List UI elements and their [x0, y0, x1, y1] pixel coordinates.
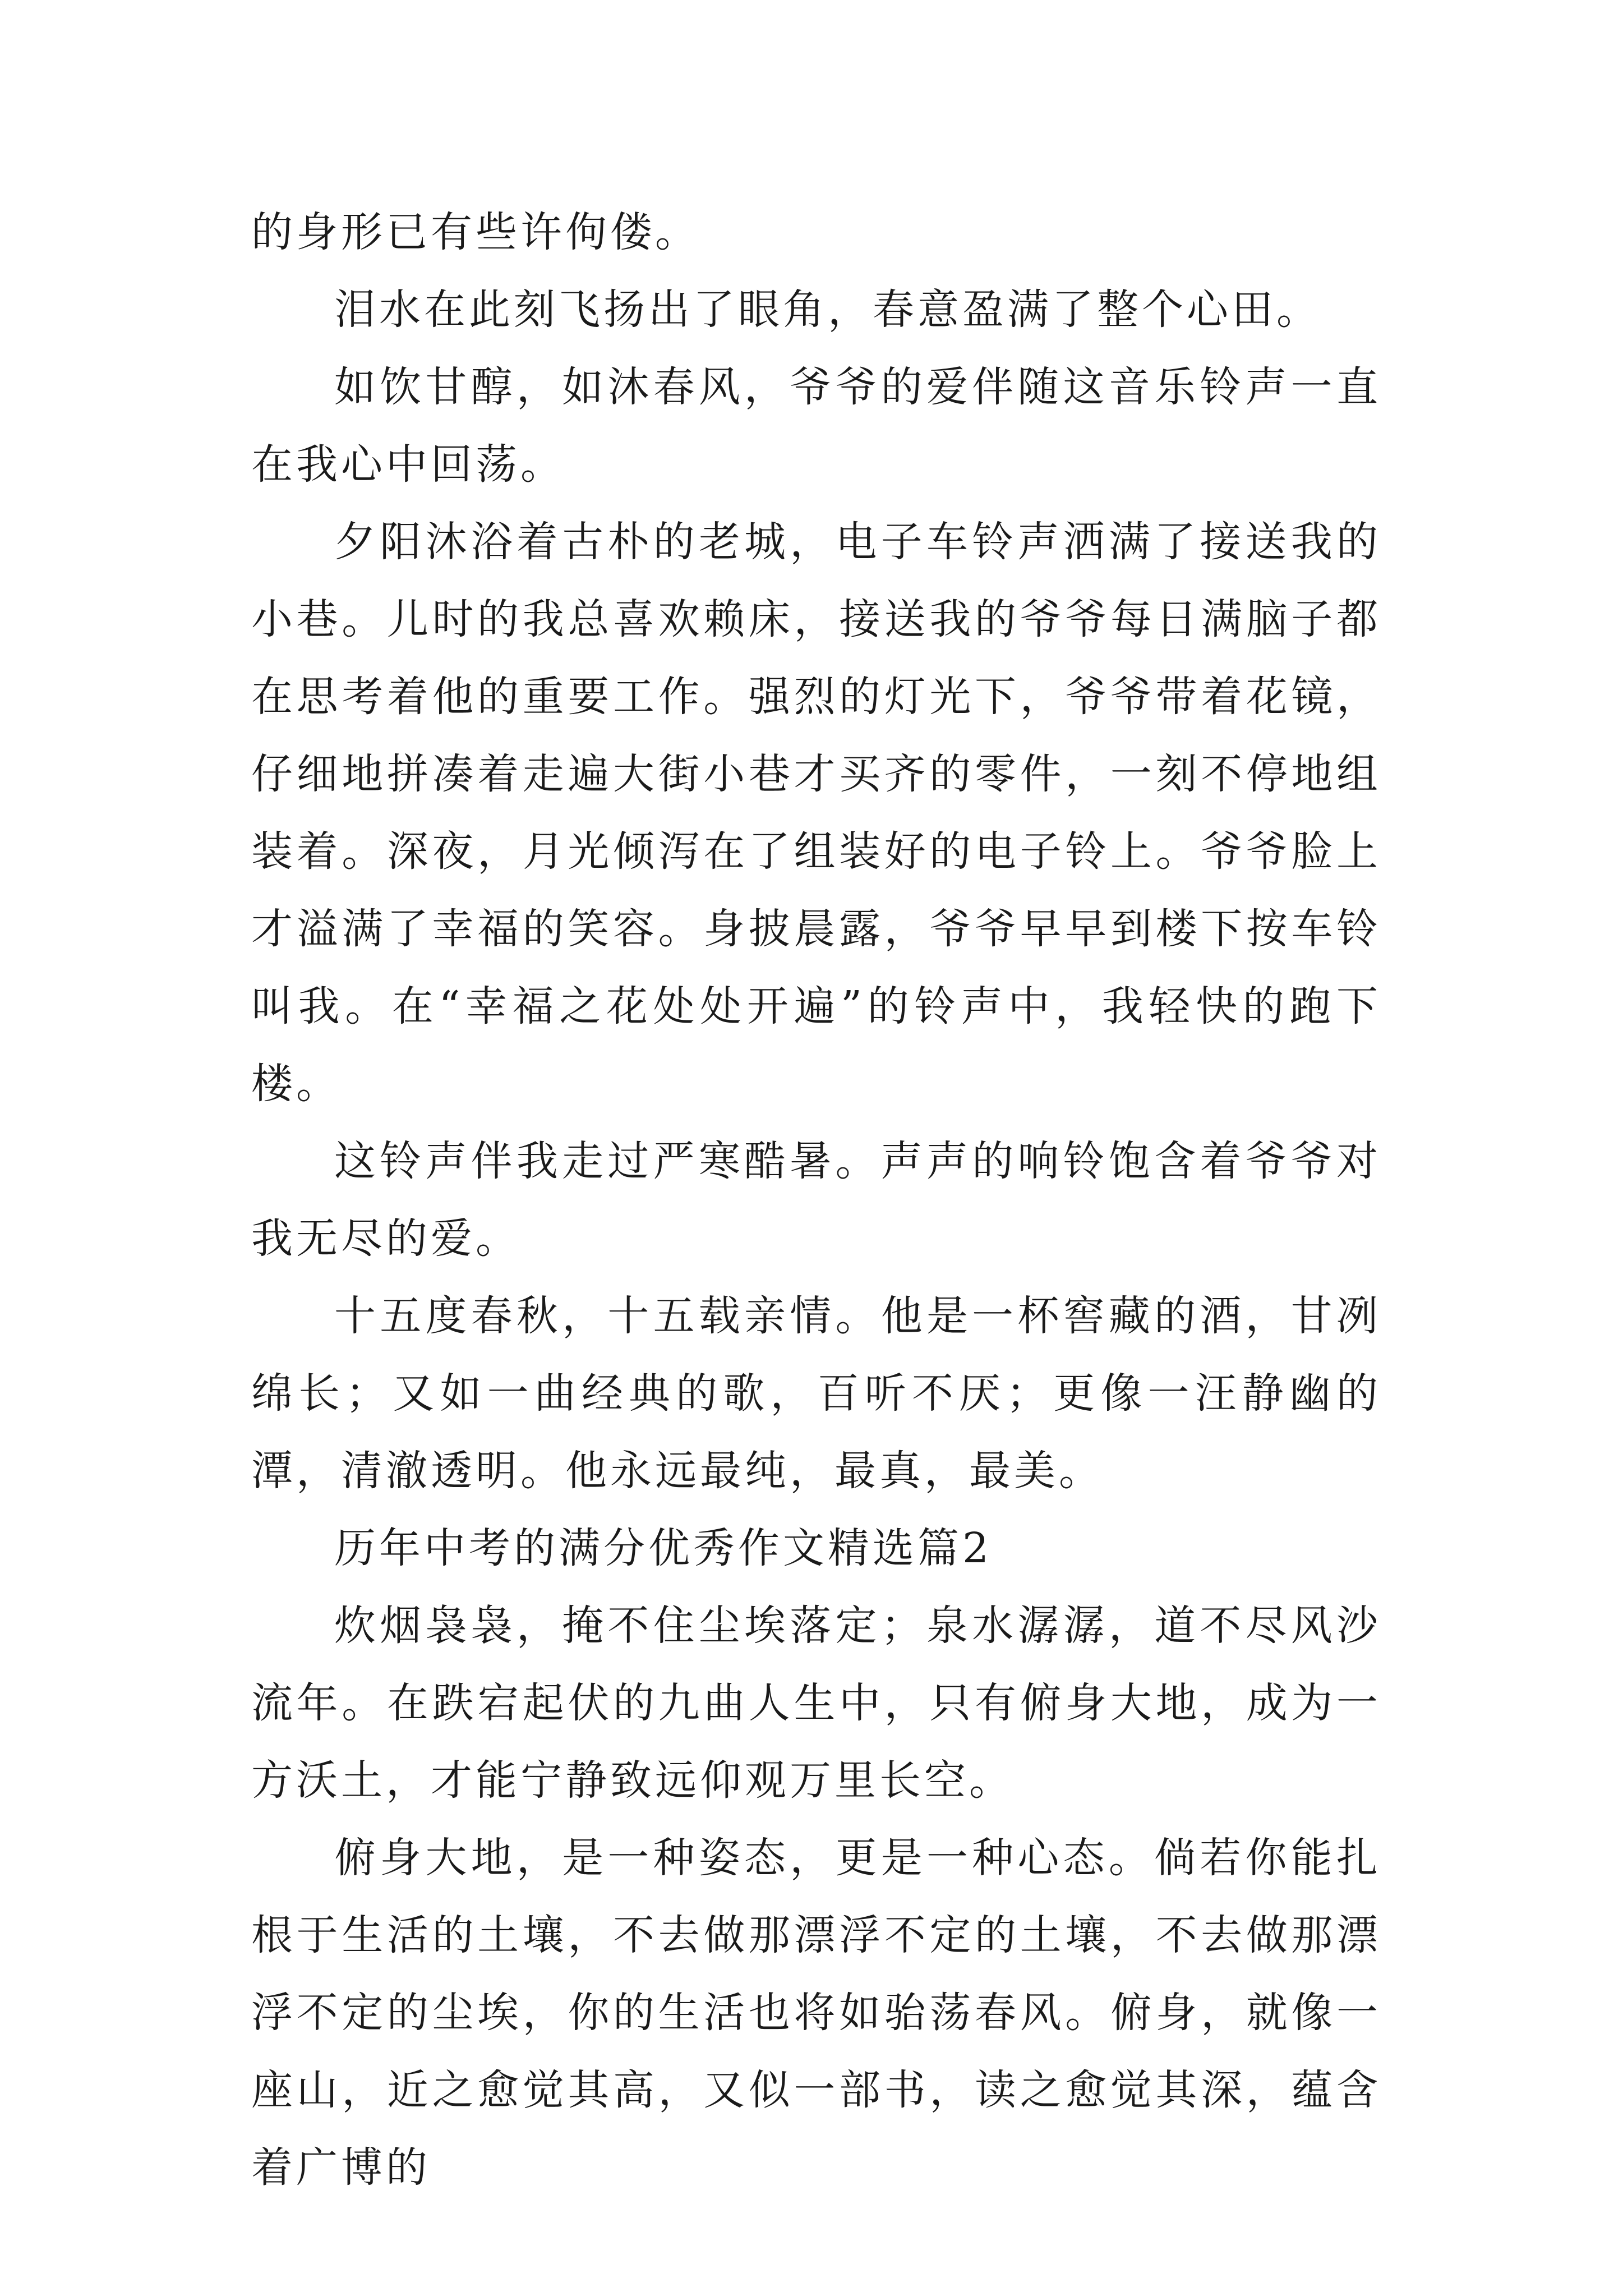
paragraph: 如饮甘醇，如沐春风，爷爷的爱伴随这音乐铃声一直在我心中回荡。	[251, 363, 1381, 489]
paragraph: 十五度春秋，十五载亲情。他是一杯窖藏的酒，甘冽绵长；又如一曲经典的歌，百听不厌；更像一汪静幽的潭，清澈透明。他永远最纯，最真，最美。	[251, 1292, 1381, 1495]
paragraph: 俯身大地，是一种姿态，更是一种心态。倘若你能扎根于生活的土壤，不去做那漂浮不定的土壤，不去做那漂浮不定的尘埃，你的生活也将如骀荡春风。俯身，就像一座山，近之愈觉其高，又似一部书，读之愈觉其深，蕴含着广博的	[251, 1834, 1381, 2192]
paragraph: 泪水在此刻飞扬出了眼角，春意盈满了整个心田。	[334, 286, 1321, 334]
paragraph: 的身形已有些许佝偻。	[251, 208, 700, 256]
paragraph: 夕阳沐浴着古朴的老城，电子车铃声洒满了接送我的小巷。儿时的我总喜欢赖床，接送我的爷爷每日满脑子都在思考着他的重要工作。强烈的灯光下，爷爷带着花镜，仔细地拼凑着走遍大街小巷才买齐的零件，一刻不停地组装着。深夜，月光倾泻在了组装好的电子铃上。爷爷脸上才溢满了幸福的笑容。身披晨露，爷爷早早到楼下按车铃叫我。在“幸福之花处处开遍”的铃声中，我轻快的跑下楼。	[251, 518, 1381, 1108]
paragraph: 这铃声伴我走过严寒酷暑。声声的响铃饱含着爷爷对我无尽的爱。	[251, 1137, 1381, 1263]
essay-text	[251, 194, 1381, 2206]
paragraph: 炊烟袅袅，掩不住尘埃落定；泉水潺潺，道不尽风沙流年。在跌宕起伏的九曲人生中，只有俯身大地，成为一方沃土，才能宁静致远仰观万里长空。	[251, 1602, 1381, 1805]
essay-heading: 历年中考的满分优秀作文精选篇2	[334, 1524, 993, 1572]
